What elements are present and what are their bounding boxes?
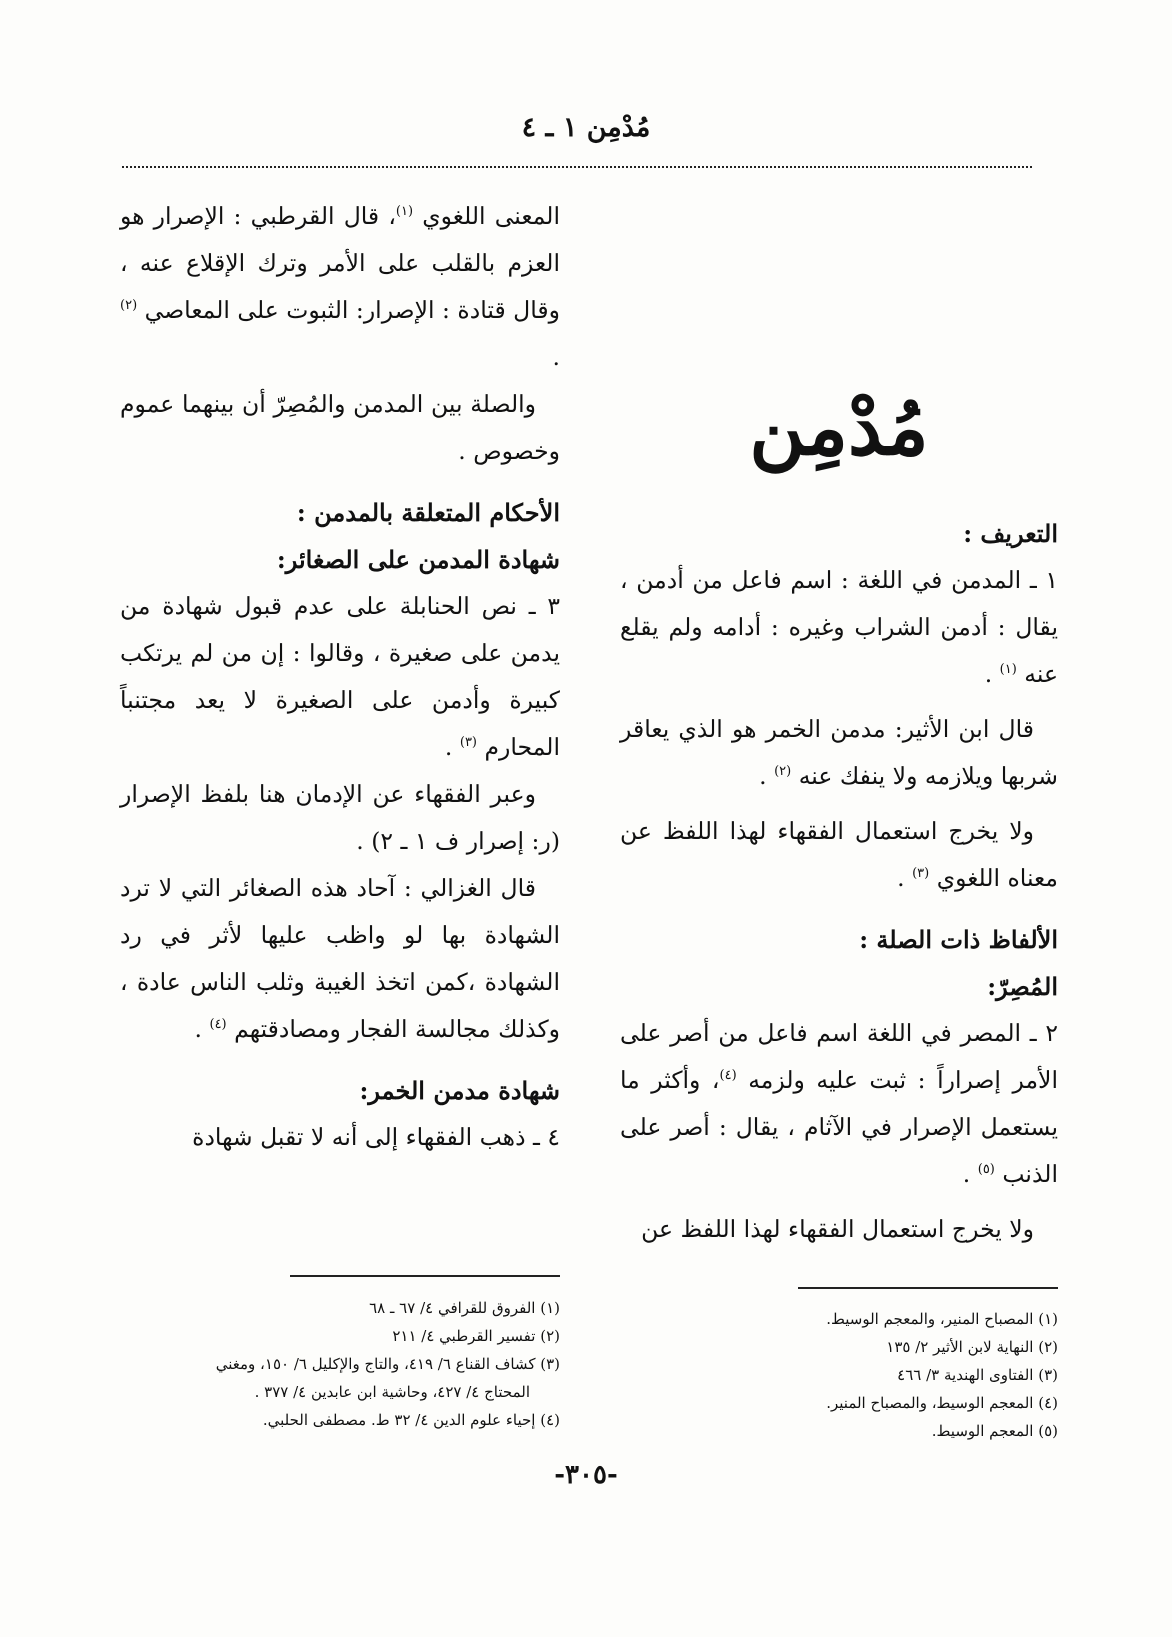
paragraph-text: ٢ ـ المصر في اللغة اسم فاعل من أصر على الأمر إصراراً : ثبت عليه ولزمه [620, 1019, 1058, 1094]
footnote: (٤) إحياء علوم الدين ٤/ ٣٢ ط. مصطفى الحلبي. [262, 1411, 560, 1429]
heading-testimony-wine-addict: شهادة مدمن الخمر: [359, 1076, 560, 1105]
footnotes-right [700, 1305, 1058, 1445]
paragraph: ٤ ـ ذهب الفقهاء إلى أنه لا تقبل شهادة [192, 1123, 560, 1151]
paragraph: قال الغزالي : آحاد هذه الصغائر التي لا ترد الشهادة بها لو واظب عليها لأثر في رد الشهادة ،كمن اتخذ الغيبة وثلب الناس عادة ، وكذلك مجالسة الفجار ومصادقتهم $^{(٤)}$ . [120, 874, 560, 1043]
heading-rulings: الأحكام المتعلقة بالمدمن : [296, 498, 560, 527]
heading-musir: المُصِرّ: [987, 972, 1058, 1001]
footnote-ref: (٥) [977, 1162, 995, 1178]
footnote: (٣) الفتاوى الهندية ٣/ ٤٦٦ [897, 1366, 1058, 1384]
footnote: (٢) تفسير القرطبي ٤/ ٢١١ [392, 1327, 560, 1345]
footnote: (١) الفروق للقرافي ٤/ ٦٧ ـ ٦٨ [369, 1299, 560, 1317]
footnote-ref: (٢) [774, 764, 792, 780]
footnote: (٢) النهاية لابن الأثير ٢/ ١٣٥ [886, 1338, 1058, 1356]
footnote-ref: (١) [999, 662, 1017, 678]
footnote-rule-right [798, 1287, 1058, 1289]
paragraph: ولا يخرج استعمال الفقهاء لهذا اللفظ عن معناه اللغوي $^{(٣)}$ . [620, 817, 1058, 892]
page-number: -٣٠٥- [554, 1460, 618, 1490]
paragraph: قال ابن الأثير: مدمن الخمر هو الذي يعاقر شربها ويلازمه ولا ينفك عنه $^{(٢)}$ . [620, 715, 1058, 790]
paragraph-text: ، قال القرطبي : الإصرار هو العزم بالقلب على الأمر وترك الإقلاع عنه ، وقال قتادة : الإصرار: الثبوت على المعاصي [120, 202, 560, 324]
footnote-ref: (١) [395, 204, 414, 220]
left-column [120, 193, 560, 1161]
footnote: (٥) المعجم الوسيط. [931, 1422, 1058, 1440]
footnote-ref: (٣) [912, 866, 930, 882]
footnote-ref: (٤) [719, 1068, 737, 1084]
running-head: مُدْمِن ١ ـ ٤ [521, 112, 651, 143]
heading-definition: التعريف : [963, 519, 1058, 548]
paragraph-text: ولا يخرج استعمال الفقهاء لهذا اللفظ عن معناه اللغوي [620, 817, 1058, 892]
footnote-ref: (٢) [120, 298, 138, 314]
right-column [620, 180, 1058, 1253]
header-dotted-rule [122, 166, 1032, 168]
footnote-continuation: المحتاج ٤/ ٤٢٧، وحاشية ابن عابدين ٤/ ٣٧٧ . [254, 1383, 530, 1401]
paragraph: ١ ـ المدمن في اللغة : اسم فاعل من أدمن ، يقال : أدمن الشراب وغيره : أدامه ولم يقلع عنه $^{(١)}$ . [620, 566, 1058, 688]
paragraph: وعبر الفقهاء عن الإدمان هنا بلفظ الإصرار (ر: إصرار ف ١ ـ ٢) . [120, 780, 560, 855]
paragraph: ولا يخرج استعمال الفقهاء لهذا اللفظ عن [641, 1215, 1034, 1243]
footnote: (٣) كشاف القناع ٦/ ٤١٩، والتاج والإكليل ٦/ ١٥٠، ومغني [215, 1355, 560, 1373]
paragraph-text: قال الغزالي : آحاد هذه الصغائر التي لا ترد الشهادة بها لو واظب عليها لأثر في رد الشهادة ،كمن اتخذ الغيبة وثلب الناس عادة ، وكذلك مجالسة الفجار ومصادقتهم [120, 874, 560, 1043]
paragraph: ٢ ـ المصر في اللغة اسم فاعل من أصر على الأمر إصراراً : ثبت عليه ولزمه $^{(٤)}$، وأكثر ما يستعمل الإصرار في الآثام ، يقال : أصر على الذنب $^{(٥)}$ . [620, 1019, 1058, 1188]
footnote: (٤) المعجم الوسيط، والمصباح المنير. [826, 1394, 1058, 1412]
footnote-ref: (٣) [459, 735, 477, 751]
paragraph-text: قال ابن الأثير: مدمن الخمر هو الذي يعاقر شربها ويلازمه ولا ينفك عنه [620, 715, 1058, 790]
paragraph: والصلة بين المدمن والمُصِرّ أن بينهما عموم وخصوص . [120, 390, 560, 465]
paragraph-text: ، وأكثر ما يستعمل الإصرار في الآثام ، يقال : أصر على الذنب [620, 1066, 1058, 1188]
paragraph-text: ١ ـ المدمن في اللغة : اسم فاعل من أدمن ، يقال : أدمن الشراب وغيره : أدامه ولم يقلع عنه [620, 566, 1058, 688]
heading-testimony-minor-sins: شهادة المدمن على الصغائر: [276, 545, 560, 574]
paragraph-text: المعنى اللغوي [422, 202, 560, 230]
footnote: (١) المصباح المنير، والمعجم الوسيط. [826, 1310, 1058, 1328]
heading-related-terms: الألفاظ ذات الصلة : [859, 925, 1058, 954]
footnote-rule-left [290, 1275, 560, 1277]
footnotes-left [120, 1294, 560, 1434]
paragraph-text: ٣ ـ نص الحنابلة على عدم قبول شهادة من يدمن على صغيرة ، وقالوا : إن من لم يرتكب كبيرة وأدمن على الصغيرة لا يعد مجتنباً المحارم [120, 592, 560, 761]
paragraph: المعنى اللغوي $^{(١)}$، قال القرطبي : الإصرار هو العزم بالقلب على الأمر وترك الإقلاع عنه ، وقال قتادة : الإصرار: الثبوت على المعاصي $^{(٢)}$ . [120, 202, 560, 371]
paragraph: ٣ ـ نص الحنابلة على عدم قبول شهادة من يدمن على صغيرة ، وقالوا : إن من لم يرتكب كبيرة وأدمن على الصغيرة لا يعد مجتنباً المحارم $^{(٣)}$ . [120, 592, 560, 761]
entry-title: مُدْمِن [749, 383, 929, 472]
footnote-ref: (٤) [209, 1017, 227, 1033]
